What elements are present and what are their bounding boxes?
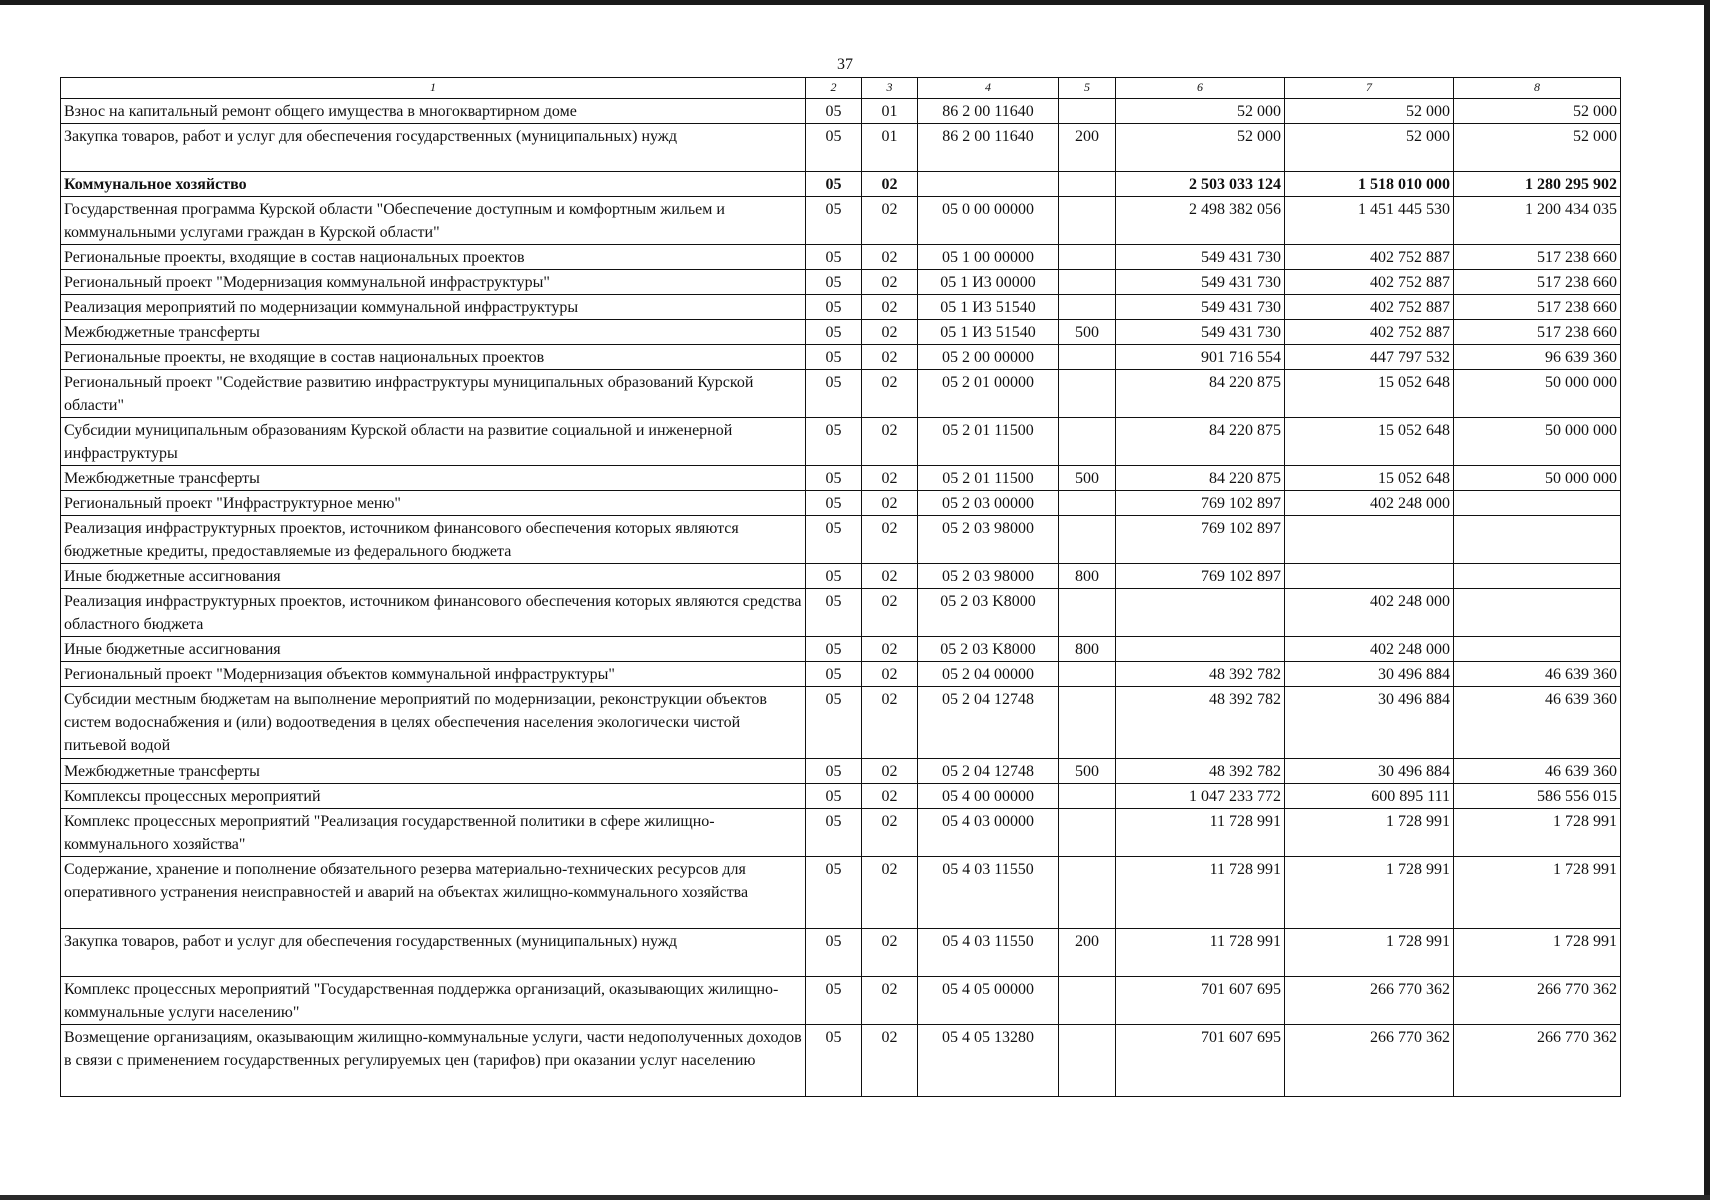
vr-code-cell [1059,491,1116,516]
csr-code-cell: 05 2 03 98000 [918,516,1059,564]
amount-col7-cell: 402 752 887 [1285,245,1454,270]
table-row [61,418,1621,466]
column-header-3: 3 [862,78,918,99]
podrazdel-cell: 02 [862,662,918,687]
amount-col7-cell: 15 052 648 [1285,466,1454,491]
razdel-cell: 05 [806,977,862,1025]
vr-code-cell [1059,295,1116,320]
page-number: 37 [837,56,853,73]
razdel-cell: 05 [806,637,862,662]
vr-code-cell [1059,1025,1116,1097]
row-name-cell: Коммунальное хозяйство [61,172,806,197]
row-name-cell: Реализация инфраструктурных проектов, источником финансового обеспечения которых являются средства областного бюджета [61,589,806,637]
razdel-cell: 05 [806,245,862,270]
amount-col6-cell: 1 047 233 772 [1116,784,1285,809]
column-header-5: 5 [1059,78,1116,99]
amount-col8-cell: 1 200 434 035 [1454,197,1621,245]
razdel-cell: 05 [806,270,862,295]
table-body [61,78,1621,1097]
row-name-cell: Содержание, хранение и пополнение обязательного резерва материально-технических ресурсов для оперативного устранения неисправностей и аварий на объектах жилищно-коммунального хозяйства [61,857,806,929]
table-row [61,784,1621,809]
table-row [61,295,1621,320]
table-row [61,245,1621,270]
amount-col7-cell: 30 496 884 [1285,759,1454,784]
podrazdel-cell: 02 [862,197,918,245]
table-row [61,124,1621,172]
vr-code-cell: 800 [1059,564,1116,589]
razdel-cell: 05 [806,1025,862,1097]
podrazdel-cell: 02 [862,418,918,466]
column-header-1: 1 [61,78,806,99]
razdel-cell: 05 [806,564,862,589]
csr-code-cell: 05 2 04 12748 [918,687,1059,759]
row-name-cell: Межбюджетные трансферты [61,466,806,491]
podrazdel-cell: 02 [862,320,918,345]
vr-code-cell [1059,345,1116,370]
razdel-cell: 05 [806,516,862,564]
column-header-4: 4 [918,78,1059,99]
podrazdel-cell: 02 [862,172,918,197]
vr-code-cell [1059,809,1116,857]
razdel-cell: 05 [806,857,862,929]
amount-col6-cell: 48 392 782 [1116,759,1285,784]
row-name-cell: Межбюджетные трансферты [61,759,806,784]
amount-col7-cell: 402 752 887 [1285,270,1454,295]
table-row [61,1025,1621,1097]
table-row [61,197,1621,245]
amount-col6-cell: 84 220 875 [1116,466,1285,491]
amount-col7-cell: 266 770 362 [1285,1025,1454,1097]
podrazdel-cell: 01 [862,99,918,124]
podrazdel-cell: 02 [862,809,918,857]
vr-code-cell [1059,784,1116,809]
razdel-cell: 05 [806,295,862,320]
amount-col6-cell: 769 102 897 [1116,564,1285,589]
table-row [61,345,1621,370]
table-row [61,172,1621,197]
podrazdel-cell: 01 [862,124,918,172]
vr-code-cell: 200 [1059,124,1116,172]
amount-col8-cell: 50 000 000 [1454,370,1621,418]
row-name-cell: Возмещение организациям, оказывающим жилищно-коммунальные услуги, части недополученных доходов в связи с применением государственных регулируемых цен (тарифов) при оказании услуг населению [61,1025,806,1097]
amount-col8-cell: 517 238 660 [1454,320,1621,345]
amount-col6-cell [1116,637,1285,662]
row-name-cell: Комплексы процессных мероприятий [61,784,806,809]
podrazdel-cell: 02 [862,687,918,759]
amount-col6-cell: 549 431 730 [1116,270,1285,295]
table-row [61,320,1621,345]
amount-col8-cell: 46 639 360 [1454,662,1621,687]
row-name-cell: Государственная программа Курской области "Обеспечение доступным и комфортным жильем и коммунальными услугами граждан в Курской области" [61,197,806,245]
vr-code-cell [1059,370,1116,418]
amount-col8-cell [1454,589,1621,637]
row-name-cell: Иные бюджетные ассигнования [61,637,806,662]
vr-code-cell [1059,662,1116,687]
podrazdel-cell: 02 [862,370,918,418]
amount-col7-cell: 30 496 884 [1285,662,1454,687]
vr-code-cell [1059,99,1116,124]
csr-code-cell: 86 2 00 11640 [918,99,1059,124]
amount-col6-cell: 549 431 730 [1116,295,1285,320]
table-row [61,637,1621,662]
razdel-cell: 05 [806,687,862,759]
csr-code-cell: 05 2 01 11500 [918,418,1059,466]
razdel-cell: 05 [806,370,862,418]
csr-code-cell: 86 2 00 11640 [918,124,1059,172]
table-row [61,370,1621,418]
row-name-cell: Взнос на капитальный ремонт общего имущества в многоквартирном доме [61,99,806,124]
vr-code-cell [1059,516,1116,564]
amount-col8-cell: 50 000 000 [1454,418,1621,466]
podrazdel-cell: 02 [862,1025,918,1097]
row-name-cell: Региональные проекты, входящие в состав национальных проектов [61,245,806,270]
table-row [61,809,1621,857]
scan-edge-right [1704,0,1710,1200]
razdel-cell: 05 [806,466,862,491]
podrazdel-cell: 02 [862,784,918,809]
table-row [61,662,1621,687]
row-name-cell: Региональный проект "Инфраструктурное меню" [61,491,806,516]
razdel-cell: 05 [806,759,862,784]
podrazdel-cell: 02 [862,857,918,929]
amount-col7-cell: 1 728 991 [1285,929,1454,977]
row-name-cell: Региональный проект "Модернизация объектов коммунальной инфраструктуры" [61,662,806,687]
csr-code-cell: 05 0 00 00000 [918,197,1059,245]
amount-col6-cell: 701 607 695 [1116,1025,1285,1097]
amount-col8-cell [1454,637,1621,662]
csr-code-cell: 05 2 00 00000 [918,345,1059,370]
podrazdel-cell: 02 [862,491,918,516]
row-name-cell: Региональные проекты, не входящие в состав национальных проектов [61,345,806,370]
table-row [61,564,1621,589]
amount-col6-cell: 549 431 730 [1116,320,1285,345]
csr-code-cell: 05 2 04 12748 [918,759,1059,784]
vr-code-cell: 800 [1059,637,1116,662]
amount-col6-cell: 11 728 991 [1116,929,1285,977]
amount-col7-cell: 52 000 [1285,124,1454,172]
amount-col8-cell: 52 000 [1454,99,1621,124]
podrazdel-cell: 02 [862,516,918,564]
amount-col8-cell: 266 770 362 [1454,1025,1621,1097]
amount-col7-cell: 402 752 887 [1285,295,1454,320]
amount-col6-cell: 549 431 730 [1116,245,1285,270]
razdel-cell: 05 [806,197,862,245]
vr-code-cell: 200 [1059,929,1116,977]
podrazdel-cell: 02 [862,759,918,784]
vr-code-cell [1059,245,1116,270]
amount-col6-cell: 48 392 782 [1116,687,1285,759]
csr-code-cell: 05 2 03 98000 [918,564,1059,589]
vr-code-cell [1059,418,1116,466]
column-header-8: 8 [1454,78,1621,99]
vr-code-cell: 500 [1059,320,1116,345]
podrazdel-cell: 02 [862,345,918,370]
table-row [61,977,1621,1025]
podrazdel-cell: 02 [862,637,918,662]
csr-code-cell: 05 4 00 00000 [918,784,1059,809]
csr-code-cell: 05 1 И3 00000 [918,270,1059,295]
podrazdel-cell: 02 [862,589,918,637]
amount-col6-cell: 11 728 991 [1116,857,1285,929]
podrazdel-cell: 02 [862,466,918,491]
amount-col7-cell: 402 752 887 [1285,320,1454,345]
podrazdel-cell: 02 [862,977,918,1025]
amount-col8-cell [1454,491,1621,516]
amount-col7-cell: 1 728 991 [1285,809,1454,857]
row-name-cell: Субсидии местным бюджетам на выполнение мероприятий по модернизации, реконструкции объектов систем водоснабжения и (или) водоотведения в целях обеспечения населения экологически чистой питьевой водой [61,687,806,759]
podrazdel-cell: 02 [862,295,918,320]
vr-code-cell [1059,589,1116,637]
vr-code-cell [1059,687,1116,759]
amount-col6-cell: 52 000 [1116,99,1285,124]
amount-col6-cell: 701 607 695 [1116,977,1285,1025]
csr-code-cell: 05 2 04 00000 [918,662,1059,687]
scan-edge-bottom [0,1195,1710,1200]
vr-code-cell: 500 [1059,759,1116,784]
amount-col8-cell: 1 280 295 902 [1454,172,1621,197]
razdel-cell: 05 [806,418,862,466]
amount-col6-cell: 52 000 [1116,124,1285,172]
amount-col7-cell: 266 770 362 [1285,977,1454,1025]
amount-col8-cell: 46 639 360 [1454,687,1621,759]
amount-col8-cell: 50 000 000 [1454,466,1621,491]
amount-col6-cell: 769 102 897 [1116,491,1285,516]
vr-code-cell [1059,270,1116,295]
scan-edge-top [0,0,1710,5]
row-name-cell: Комплекс процессных мероприятий "Реализация государственной политики в сфере жилищно-коммунального хозяйства" [61,809,806,857]
amount-col7-cell: 52 000 [1285,99,1454,124]
csr-code-cell: 05 4 05 13280 [918,1025,1059,1097]
csr-code-cell: 05 4 03 00000 [918,809,1059,857]
amount-col6-cell [1116,589,1285,637]
csr-code-cell: 05 4 03 11550 [918,857,1059,929]
column-header-6: 6 [1116,78,1285,99]
amount-col7-cell [1285,516,1454,564]
razdel-cell: 05 [806,929,862,977]
csr-code-cell: 05 1 И3 51540 [918,320,1059,345]
amount-col6-cell: 84 220 875 [1116,370,1285,418]
table-row [61,99,1621,124]
amount-col6-cell: 84 220 875 [1116,418,1285,466]
table-row [61,589,1621,637]
amount-col6-cell: 901 716 554 [1116,345,1285,370]
vr-code-cell [1059,172,1116,197]
budget-table [60,77,1621,1097]
amount-col8-cell: 1 728 991 [1454,929,1621,977]
vr-code-cell [1059,197,1116,245]
podrazdel-cell: 02 [862,564,918,589]
amount-col7-cell: 402 248 000 [1285,637,1454,662]
podrazdel-cell: 02 [862,270,918,295]
csr-code-cell: 05 4 05 00000 [918,977,1059,1025]
amount-col7-cell [1285,564,1454,589]
amount-col7-cell: 402 248 000 [1285,589,1454,637]
csr-code-cell: 05 2 03 00000 [918,491,1059,516]
amount-col6-cell: 769 102 897 [1116,516,1285,564]
amount-col8-cell: 46 639 360 [1454,759,1621,784]
podrazdel-cell: 02 [862,245,918,270]
amount-col6-cell: 11 728 991 [1116,809,1285,857]
table-row [61,466,1621,491]
razdel-cell: 05 [806,124,862,172]
amount-col7-cell: 30 496 884 [1285,687,1454,759]
csr-code-cell: 05 1 00 00000 [918,245,1059,270]
table-row [61,491,1621,516]
amount-col8-cell: 517 238 660 [1454,245,1621,270]
amount-col8-cell: 1 728 991 [1454,809,1621,857]
razdel-cell: 05 [806,172,862,197]
csr-code-cell: 05 4 03 11550 [918,929,1059,977]
amount-col7-cell: 1 728 991 [1285,857,1454,929]
column-number-row [61,78,1621,99]
amount-col8-cell: 517 238 660 [1454,270,1621,295]
table-row [61,929,1621,977]
amount-col8-cell: 517 238 660 [1454,295,1621,320]
vr-code-cell [1059,977,1116,1025]
amount-col7-cell: 600 895 111 [1285,784,1454,809]
row-name-cell: Региональный проект "Содействие развитию инфраструктуры муниципальных образований Курской области" [61,370,806,418]
csr-code-cell: 05 1 И3 51540 [918,295,1059,320]
amount-col6-cell: 2 498 382 056 [1116,197,1285,245]
csr-code-cell: 05 2 01 00000 [918,370,1059,418]
amount-col6-cell: 2 503 033 124 [1116,172,1285,197]
csr-code-cell: 05 2 01 11500 [918,466,1059,491]
amount-col7-cell: 402 248 000 [1285,491,1454,516]
csr-code-cell: 05 2 03 K8000 [918,589,1059,637]
row-name-cell: Комплекс процессных мероприятий "Государственная поддержка организаций, оказывающих жилищно-коммунальные услуги населению" [61,977,806,1025]
csr-code-cell: 05 2 03 K8000 [918,637,1059,662]
table-row [61,270,1621,295]
razdel-cell: 05 [806,345,862,370]
vr-code-cell [1059,857,1116,929]
table-row [61,516,1621,564]
table-row [61,687,1621,759]
amount-col8-cell [1454,516,1621,564]
row-name-cell: Закупка товаров, работ и услуг для обеспечения государственных (муниципальных) нужд [61,124,806,172]
razdel-cell: 05 [806,99,862,124]
column-header-2: 2 [806,78,862,99]
csr-code-cell [918,172,1059,197]
amount-col8-cell: 96 639 360 [1454,345,1621,370]
amount-col8-cell: 266 770 362 [1454,977,1621,1025]
podrazdel-cell: 02 [862,929,918,977]
amount-col7-cell: 447 797 532 [1285,345,1454,370]
razdel-cell: 05 [806,320,862,345]
row-name-cell: Иные бюджетные ассигнования [61,564,806,589]
row-name-cell: Межбюджетные трансферты [61,320,806,345]
amount-col7-cell: 15 052 648 [1285,418,1454,466]
column-header-7: 7 [1285,78,1454,99]
row-name-cell: Реализация инфраструктурных проектов, источником финансового обеспечения которых являются бюджетные кредиты, предоставляемые из федерального бюджета [61,516,806,564]
row-name-cell: Закупка товаров, работ и услуг для обеспечения государственных (муниципальных) нужд [61,929,806,977]
table-row [61,857,1621,929]
table-row [61,759,1621,784]
amount-col8-cell: 52 000 [1454,124,1621,172]
amount-col7-cell: 1 451 445 530 [1285,197,1454,245]
razdel-cell: 05 [806,589,862,637]
razdel-cell: 05 [806,784,862,809]
amount-col8-cell [1454,564,1621,589]
vr-code-cell: 500 [1059,466,1116,491]
amount-col6-cell: 48 392 782 [1116,662,1285,687]
amount-col7-cell: 15 052 648 [1285,370,1454,418]
row-name-cell: Региональный проект "Модернизация коммунальной инфраструктуры" [61,270,806,295]
amount-col7-cell: 1 518 010 000 [1285,172,1454,197]
razdel-cell: 05 [806,491,862,516]
razdel-cell: 05 [806,809,862,857]
row-name-cell: Реализация мероприятий по модернизации коммунальной инфраструктуры [61,295,806,320]
amount-col8-cell: 586 556 015 [1454,784,1621,809]
razdel-cell: 05 [806,662,862,687]
row-name-cell: Субсидии муниципальным образованиям Курской области на развитие социальной и инженерной инфраструктуры [61,418,806,466]
amount-col8-cell: 1 728 991 [1454,857,1621,929]
